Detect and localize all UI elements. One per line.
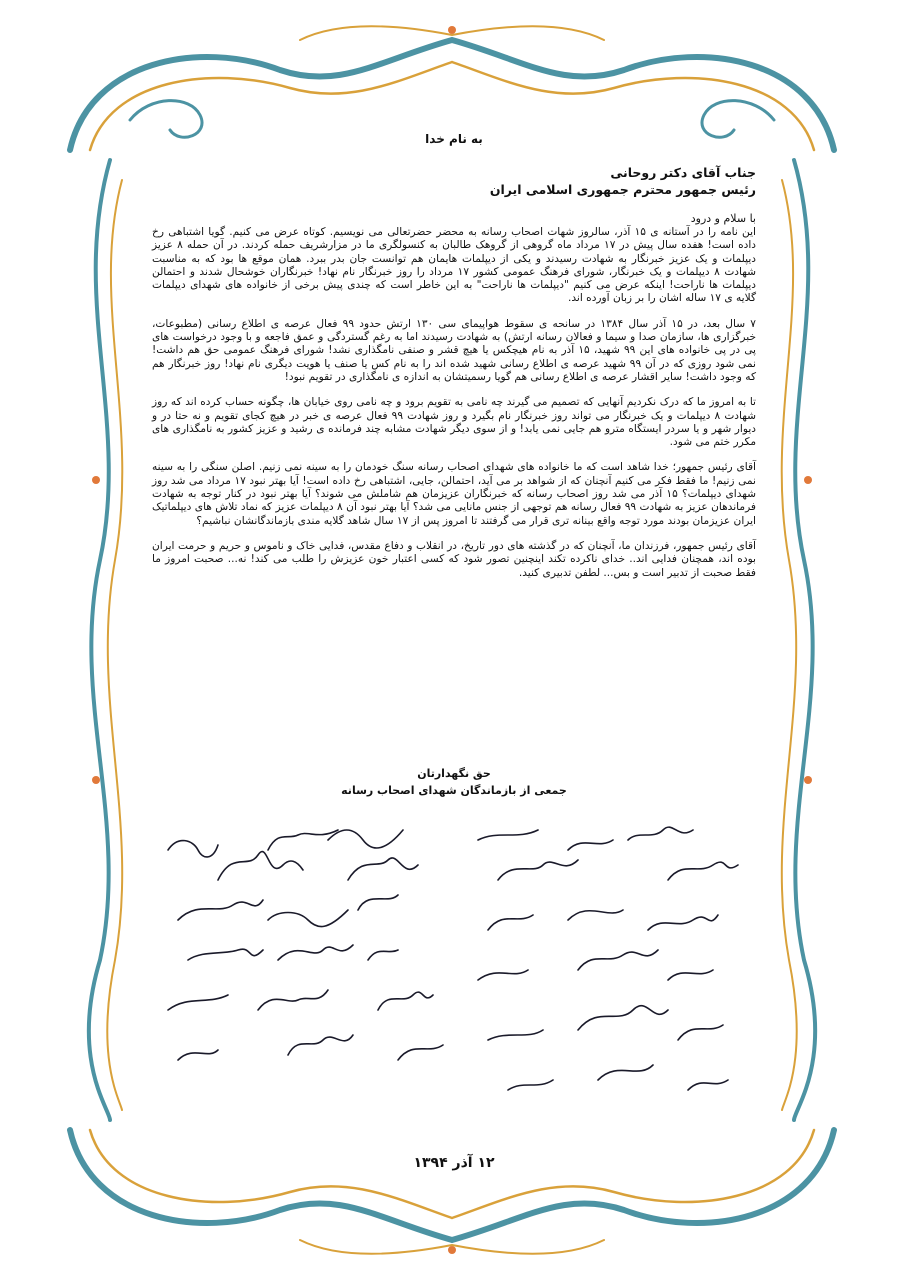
paragraph-5: آقای رئیس جمهور، فرزندان ما، آنچنان که در گذشته های دور تاریخ، در انقلاب و دفاع مقدس، فدایی خاک و ناموس و حریم و حرمت ایران بوده اند، همچنان فدایی اند.. خدای ناکرده تکند اینچنین تصور شود که کسی اعتبار خون عزیزش را طلب می کند! نه... صحبت امروز ما فقط صحبت از تدبیر است و بس... لطفن تدبیری کنید. [152,539,756,579]
letter-date: ۱۲ آذر ۱۳۹۴ [413,1155,495,1171]
recipient-block [490,164,756,198]
paragraph-3: تا به امروز ما که درک نکردیم آنهایی که تصمیم می گیرند چه نامی به تقویم برود و چه نامی روی خیابان ها، چگونه حساب کرده اند که روز شهادت ۸ دیپلمات و یک خبرنگار می تواند روز خبرنگار نام بگیرد و روز شهادت ۹۹ فعال عرصه ی خبر در هیچ کجای تقویم و نه حتا در و دیوار شهر و یا سردر ایستگاه مترو هم جایی نمی یابد! و از سوی دیگر شهادت مشابه چند فرمانده ی رشید و عزیز کشور به نامگذاری های مکرر ختم می شود. [152,396,756,449]
recipient-title: رئیس جمهور محترم جمهوری اسلامی ایران [489,182,756,197]
signatories: جمعی از بازماندگان شهدای اصحاب رسانه [341,784,567,797]
recipient-name: جناب آقای دکتر روحانی [610,165,756,180]
paragraph-1: این نامه را در آستانه ی ۱۵ آذر، سالروز شهات اصحاب رسانه به محضر حضرتعالی می نویسیم. کوتاه عرض می کنیم. گویا اشتباهی رخ داده است! هفده سال پیش در ۱۷ مرداد ماه گروهی از گروهک طالبان به کنسولگری ما در مزارشریف حمله کردند. در آن حمله ۸ عزیز دیپلمات و یک عزیز خبرنگار به شهادت رسیدند و یکی از دیپلمات هایمان هم توانست جان بدر ببرد. همان موقع ها بود که به مناسبت شهادت ۸ دیپلمات و یک خبرنگار، شورای فرهنگ عمومی کشور ۱۷ مرداد را روز خبرنگار نام نهاد! خبرنگاران خوشحال شدند و احتمالن دیپلمات ها ناراحت! اینکه عرض می کنیم "دیپلمات ها ناراحت" به این خاطر است که چندی پیش برخی از خانواده های شهدای دیپلمات گلایه ی ۱۷ ساله اشان را بر زبان آورده اند. [152,226,757,305]
closing-block [148,765,760,799]
letter-body [152,226,756,592]
closing-salutation: حق نگهدارتان [417,767,491,780]
signatures-image [148,810,760,1115]
paragraph-2: ۷ سال بعد، در ۱۵ آذر سال ۱۳۸۴ در سانحه ی سقوط هواپیمای سی ۱۳۰ ارتش حدود ۹۹ فعال عرصه ی اطلاع رسانی (مطبوعات، خبرگزاری ها، سازمان صدا و سیما و فعالان رسانه ارتش) به شهادت رسیدند اما به رغم گستردگی و عمق فاجعه و با وجود درخواست های پی در پی خانواده های این ۹۹ شهید، ۱۵ آذر به نام هیچکس یا هیچ قشر و صنفی نامگذاری نشد! شورای فرهنگ عمومی حق هم داشت! نمی شود روزی که در آن ۹۹ شهید عرصه ی اطلاع رسانی شهید شده اند را به نام کس یا صنف یا هویت دیگری نام نهاد! روز خبرنگار هم که وجود داشت! سایر اقشار عرصه ی اطلاع رسانی هم گویا رسمیتشان به اندازه ی نامگذاری در تقویم نبود! [152,317,757,383]
paragraph-4: آقای رئیس جمهور؛ خدا شاهد است که ما خانواده های شهدای اصحاب رسانه سنگ خودمان را به سینه نمی زنیم. اصلن سنگی را به سینه نمی زنیم! ما فقط فکر می کنیم آنچنان که از شواهد بر می آید، احتمالن، جایی، اشتباهی رخ داده است! آیا بهتر نبود ۱۷ مرداد می شد روز شهدای دیپلمات؟ ۱۵ آذر می شد روز اصحاب رسانه که خبرنگاران عزیزمان هم شاملش می شوند؟ آیا بهتر نبود در کنار توجه به شهادت فرماندهان عزیز به شهادت ۹۹ فعال رسانه هم توجهی از جنس مانایی می شد؟ آیا بهتر نبود آن ۸ دیپلمات عزیز که نماد تلاش های دیپلماتیک ایران عزیزمان بودند مورد توجه واقع بینانه تری قرار می گرفتند تا امروز پس از ۱۷ سال شاهد گلایه مندی بازماندگانشان نباشیم؟ [152,461,757,527]
greeting: با سلام و درود [690,212,756,225]
letter-sheet [148,120,760,1200]
signature-block [148,810,760,1115]
letter-heading: به نام خدا [425,132,483,146]
